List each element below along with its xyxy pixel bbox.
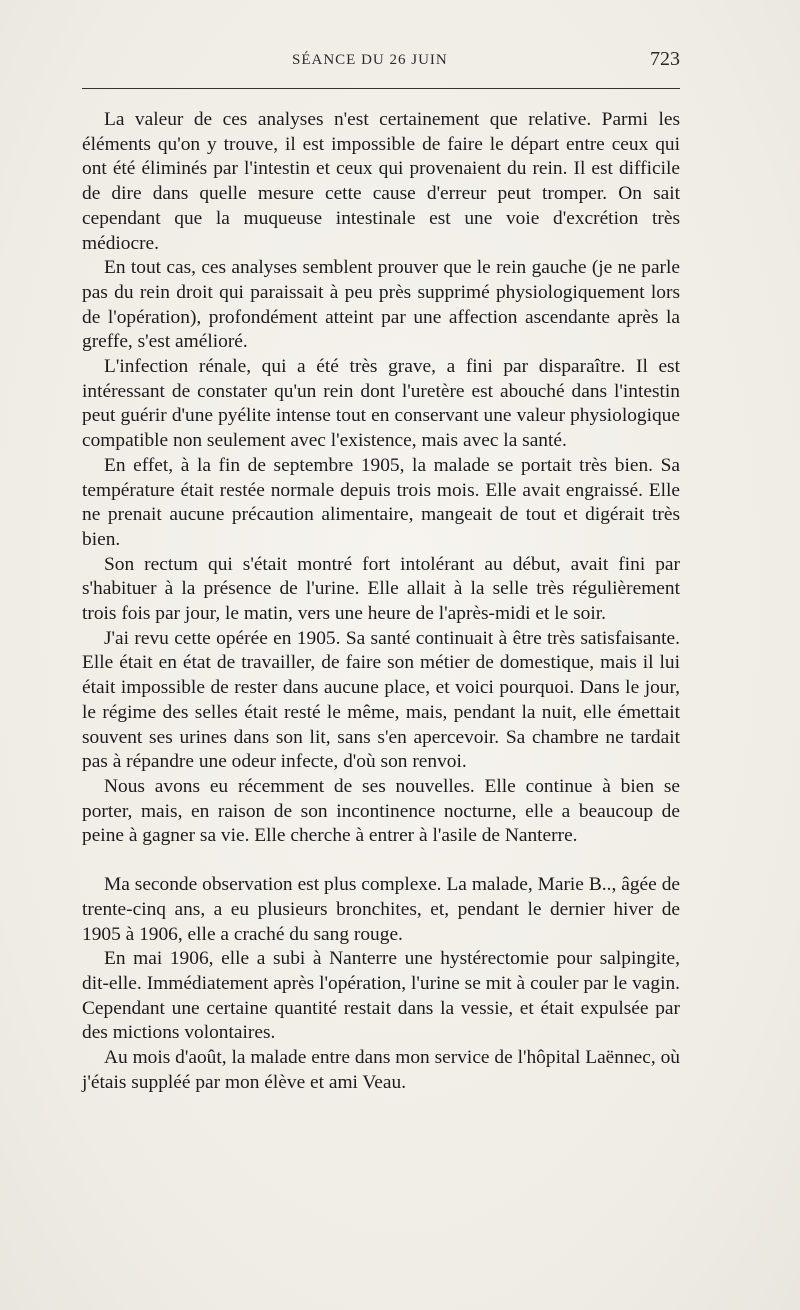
header-rule: [82, 88, 680, 89]
paragraph: Nous avons eu récemment de ses nouvelles. Elle continue à bien se porter, mais, en raison de son incontinence nocturne, elle a beaucoup de peine à gagner sa vie. Elle cherche à entrer à l'asile de Nanterre.: [82, 775, 680, 847]
paragraph: La valeur de ces analyses n'est certainement que relative. Parmi les éléments qu'on y trouve, il est impossible de faire le départ entre ceux qui ont été éliminés par l'intestin et ceux qui provenaient du rein. Il est difficile de dire dans quelle mesure cette cause d'erreur peut tromper. On sait cependant que la muqueuse intestinale est une voie d'excrétion très médiocre.: [82, 109, 680, 254]
paragraph: En mai 1906, elle a subi à Nanterre une hystérectomie pour salpingite, dit-elle. Immédiatement après l'opération, l'urine se mit à couler par le vagin. Cependant une certaine quantité restait dans la vessie, et était expulsée par des mictions volontaires.: [82, 948, 680, 1044]
running-head: SÉANCE DU 26 JUIN: [292, 52, 448, 68]
paragraph: L'infection rénale, qui a été très grave, a fini par disparaître. Il est intéressant de constater qu'un rein dont l'uretère est abouché dans l'intestin peut guérir d'une pyélite intense tout en conservant une valeur physiologique compatible non seulement avec l'existence, mais avec la santé.: [82, 356, 680, 452]
body-text: [82, 108, 680, 1095]
paragraph: En tout cas, ces analyses semblent prouver que le rein gauche (je ne parle pas du rein droit qui paraissait à peu près supprimé physiologiquement lors de l'opération), profondément atteint par une affection ascendante après la greffe, s'est amélioré.: [82, 257, 680, 353]
paragraph: J'ai revu cette opérée en 1905. Sa santé continuait à être très satisfaisante. Elle était en état de travailler, de faire son métier de domestique, mais il lui était impossible de rester dans aucune place, et voici pourquoi. Dans le jour, le régime des selles était resté le même, mais, pendant la nuit, elle émettait souvent ses urines dans son lit, sans s'en apercevoir. Sa chambre ne tardait pas à répandre une odeur infecte, d'où son renvoi.: [82, 627, 680, 773]
page-number: 723: [650, 48, 680, 70]
page-header: [80, 48, 680, 76]
paragraph: Au mois d'août, la malade entre dans mon service de l'hôpital Laënnec, où j'étais suppléé par mon élève et ami Veau.: [82, 1047, 680, 1093]
paragraph-second-observation: Ma seconde observation est plus complexe. La malade, Marie B.., âgée de trente-cinq ans, a eu plusieurs bronchites, et, pendant le dernier hiver de 1905 à 1906, elle a craché du sang rouge.: [82, 874, 680, 945]
paragraph: Son rectum qui s'était montré fort intolérant au début, avait fini par s'habituer à la présence de l'urine. Elle allait à la selle très régulièrement trois fois par jour, le matin, vers une heure de l'après-midi et le soir.: [82, 553, 680, 625]
paragraph: En effet, à la fin de septembre 1905, la malade se portait très bien. Sa température était restée normale depuis trois mois. Elle avait engraissé. Elle ne prenait aucune précaution alimentaire, mangeait de tout et digérait très bien.: [82, 454, 680, 550]
